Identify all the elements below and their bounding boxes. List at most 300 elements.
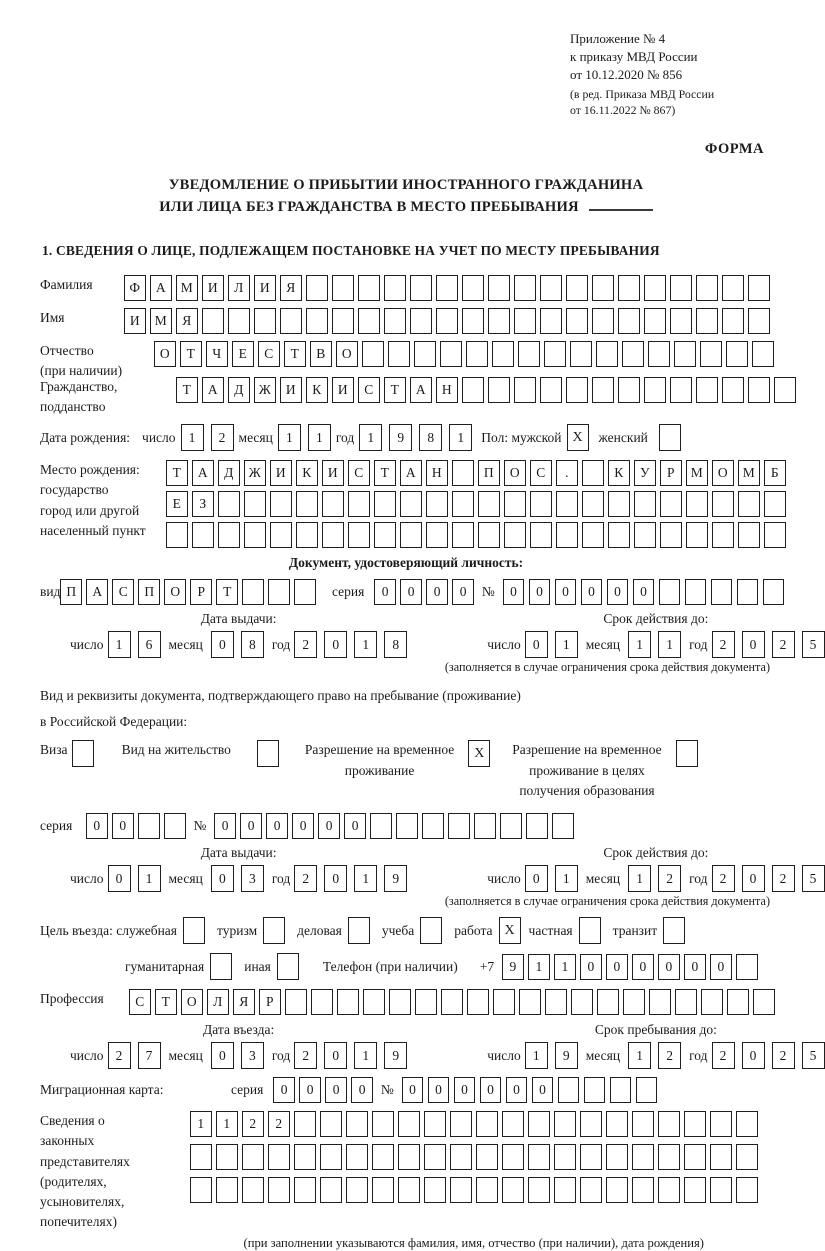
char-cell[interactable]: 8 (419, 424, 442, 451)
char-cell[interactable] (570, 341, 592, 367)
purpose-transit-checkbox[interactable] (663, 917, 685, 944)
char-cell[interactable] (476, 1144, 498, 1170)
char-cell[interactable] (580, 1144, 602, 1170)
char-cell[interactable] (450, 1177, 472, 1203)
char-cell[interactable] (753, 989, 775, 1015)
char-cell[interactable]: 0 (211, 865, 234, 892)
char-cell[interactable] (372, 1177, 394, 1203)
char-cell[interactable] (320, 1111, 342, 1137)
char-cell[interactable]: 0 (318, 813, 340, 839)
char-cell[interactable] (701, 989, 723, 1015)
char-cell[interactable]: 0 (658, 954, 680, 980)
purpose-tourism-checkbox[interactable] (263, 917, 285, 944)
char-cell[interactable] (332, 275, 354, 301)
char-cell[interactable] (488, 377, 510, 403)
char-cell[interactable]: 2 (772, 865, 795, 892)
char-cell[interactable]: Я (176, 308, 198, 334)
char-cell[interactable] (526, 813, 548, 839)
char-cell[interactable]: А (86, 579, 108, 605)
char-cell[interactable] (644, 377, 666, 403)
char-cell[interactable] (504, 522, 526, 548)
purpose-study-checkbox[interactable] (420, 917, 442, 944)
char-cell[interactable] (488, 275, 510, 301)
char-cell[interactable] (500, 813, 522, 839)
char-cell[interactable] (736, 1111, 758, 1137)
char-cell[interactable]: 1 (354, 1042, 377, 1069)
char-cell[interactable] (384, 308, 406, 334)
char-cell[interactable]: 8 (241, 631, 264, 658)
char-cell[interactable] (738, 491, 760, 517)
char-cell[interactable] (684, 1111, 706, 1137)
char-cell[interactable]: 1 (555, 865, 578, 892)
char-cell[interactable]: 2 (108, 1042, 131, 1069)
purpose-work-checkbox[interactable]: X (499, 917, 521, 944)
char-cell[interactable]: 1 (555, 631, 578, 658)
char-cell[interactable]: Ф (124, 275, 146, 301)
char-cell[interactable]: О (336, 341, 358, 367)
char-cell[interactable] (722, 308, 744, 334)
char-cell[interactable]: А (410, 377, 432, 403)
char-cell[interactable] (138, 813, 160, 839)
char-cell[interactable] (592, 308, 614, 334)
char-cell[interactable] (384, 275, 406, 301)
char-cell[interactable]: З (192, 491, 214, 517)
temp-residence-edu-checkbox[interactable] (676, 740, 698, 767)
purpose-commercial-checkbox[interactable] (348, 917, 370, 944)
char-cell[interactable] (684, 1177, 706, 1203)
char-cell[interactable]: Т (180, 341, 202, 367)
char-cell[interactable] (492, 341, 514, 367)
char-cell[interactable] (268, 1144, 290, 1170)
char-cell[interactable]: 0 (324, 1042, 347, 1069)
char-cell[interactable]: А (202, 377, 224, 403)
char-cell[interactable] (544, 341, 566, 367)
purpose-business-checkbox[interactable] (183, 917, 205, 944)
char-cell[interactable]: И (270, 460, 292, 486)
char-cell[interactable] (582, 491, 604, 517)
char-cell[interactable] (660, 522, 682, 548)
char-cell[interactable] (322, 522, 344, 548)
char-cell[interactable]: 2 (712, 865, 735, 892)
char-cell[interactable]: Т (374, 460, 396, 486)
char-cell[interactable] (296, 522, 318, 548)
char-cell[interactable]: 0 (480, 1077, 502, 1103)
char-cell[interactable] (388, 341, 410, 367)
char-cell[interactable]: 0 (529, 579, 551, 605)
char-cell[interactable]: 0 (351, 1077, 373, 1103)
char-cell[interactable]: Т (176, 377, 198, 403)
char-cell[interactable] (608, 522, 630, 548)
char-cell[interactable] (606, 1111, 628, 1137)
char-cell[interactable] (554, 1111, 576, 1137)
char-cell[interactable]: 0 (402, 1077, 424, 1103)
char-cell[interactable]: 0 (452, 579, 474, 605)
char-cell[interactable] (467, 989, 489, 1015)
char-cell[interactable]: 0 (112, 813, 134, 839)
char-cell[interactable] (764, 522, 786, 548)
char-cell[interactable]: 0 (266, 813, 288, 839)
char-cell[interactable]: О (164, 579, 186, 605)
char-cell[interactable] (540, 275, 562, 301)
purpose-other-checkbox[interactable] (277, 953, 299, 980)
char-cell[interactable] (748, 308, 770, 334)
char-cell[interactable] (632, 1144, 654, 1170)
char-cell[interactable] (216, 1144, 238, 1170)
char-cell[interactable]: 7 (138, 1042, 161, 1069)
char-cell[interactable]: 6 (138, 631, 161, 658)
char-cell[interactable] (426, 491, 448, 517)
char-cell[interactable]: С (358, 377, 380, 403)
char-cell[interactable] (592, 275, 614, 301)
char-cell[interactable]: И (254, 275, 276, 301)
char-cell[interactable]: 0 (742, 631, 765, 658)
char-cell[interactable]: Т (284, 341, 306, 367)
char-cell[interactable] (414, 341, 436, 367)
char-cell[interactable]: 0 (684, 954, 706, 980)
char-cell[interactable] (192, 522, 214, 548)
char-cell[interactable]: . (556, 460, 578, 486)
char-cell[interactable] (685, 579, 707, 605)
char-cell[interactable] (592, 377, 614, 403)
char-cell[interactable] (737, 579, 759, 605)
char-cell[interactable]: Я (280, 275, 302, 301)
char-cell[interactable] (398, 1111, 420, 1137)
char-cell[interactable] (644, 275, 666, 301)
char-cell[interactable]: М (686, 460, 708, 486)
char-cell[interactable] (596, 341, 618, 367)
char-cell[interactable] (504, 491, 526, 517)
char-cell[interactable] (332, 308, 354, 334)
char-cell[interactable] (294, 1177, 316, 1203)
char-cell[interactable]: 0 (742, 865, 765, 892)
char-cell[interactable]: Е (232, 341, 254, 367)
char-cell[interactable] (644, 308, 666, 334)
char-cell[interactable]: Р (190, 579, 212, 605)
char-cell[interactable] (580, 1177, 602, 1203)
char-cell[interactable]: И (280, 377, 302, 403)
char-cell[interactable] (556, 522, 578, 548)
char-cell[interactable]: П (138, 579, 160, 605)
char-cell[interactable] (493, 989, 515, 1015)
char-cell[interactable] (622, 341, 644, 367)
char-cell[interactable]: 0 (240, 813, 262, 839)
char-cell[interactable] (558, 1077, 580, 1103)
char-cell[interactable] (674, 341, 696, 367)
sex-male-checkbox[interactable]: X (567, 424, 589, 451)
char-cell[interactable]: 2 (772, 631, 795, 658)
char-cell[interactable] (530, 491, 552, 517)
char-cell[interactable] (623, 989, 645, 1015)
char-cell[interactable]: К (296, 460, 318, 486)
char-cell[interactable] (554, 1144, 576, 1170)
char-cell[interactable]: 0 (426, 579, 448, 605)
visa-checkbox[interactable] (72, 740, 94, 767)
char-cell[interactable]: У (634, 460, 656, 486)
char-cell[interactable] (686, 522, 708, 548)
char-cell[interactable] (606, 1144, 628, 1170)
char-cell[interactable] (244, 491, 266, 517)
char-cell[interactable] (270, 491, 292, 517)
char-cell[interactable] (462, 377, 484, 403)
char-cell[interactable]: 0 (374, 579, 396, 605)
char-cell[interactable] (294, 1144, 316, 1170)
char-cell[interactable] (582, 460, 604, 486)
char-cell[interactable]: 2 (268, 1111, 290, 1137)
char-cell[interactable]: 0 (211, 631, 234, 658)
char-cell[interactable] (285, 989, 307, 1015)
char-cell[interactable] (764, 491, 786, 517)
char-cell[interactable]: 3 (241, 865, 264, 892)
char-cell[interactable]: Д (228, 377, 250, 403)
char-cell[interactable] (358, 308, 380, 334)
char-cell[interactable] (362, 341, 384, 367)
char-cell[interactable]: 9 (384, 1042, 407, 1069)
char-cell[interactable] (242, 1177, 264, 1203)
char-cell[interactable]: 0 (292, 813, 314, 839)
char-cell[interactable] (514, 377, 536, 403)
char-cell[interactable]: 0 (325, 1077, 347, 1103)
char-cell[interactable] (752, 341, 774, 367)
char-cell[interactable] (372, 1111, 394, 1137)
char-cell[interactable]: 1 (308, 424, 331, 451)
char-cell[interactable] (552, 813, 574, 839)
char-cell[interactable] (242, 1144, 264, 1170)
purpose-humanitarian-checkbox[interactable] (210, 953, 232, 980)
char-cell[interactable] (618, 377, 640, 403)
char-cell[interactable] (554, 1177, 576, 1203)
char-cell[interactable]: 1 (138, 865, 161, 892)
char-cell[interactable] (686, 491, 708, 517)
char-cell[interactable] (228, 308, 250, 334)
char-cell[interactable] (452, 460, 474, 486)
char-cell[interactable]: 2 (658, 1042, 681, 1069)
char-cell[interactable]: И (322, 460, 344, 486)
char-cell[interactable] (346, 1144, 368, 1170)
char-cell[interactable] (736, 1144, 758, 1170)
char-cell[interactable] (296, 491, 318, 517)
char-cell[interactable] (398, 1177, 420, 1203)
char-cell[interactable] (566, 377, 588, 403)
char-cell[interactable]: 9 (555, 1042, 578, 1069)
char-cell[interactable]: 0 (532, 1077, 554, 1103)
char-cell[interactable] (311, 989, 333, 1015)
char-cell[interactable]: 0 (506, 1077, 528, 1103)
char-cell[interactable] (608, 491, 630, 517)
char-cell[interactable]: С (258, 341, 280, 367)
char-cell[interactable] (476, 1111, 498, 1137)
char-cell[interactable]: 1 (628, 865, 651, 892)
char-cell[interactable] (478, 522, 500, 548)
char-cell[interactable] (164, 813, 186, 839)
char-cell[interactable]: К (306, 377, 328, 403)
char-cell[interactable]: 0 (525, 865, 548, 892)
char-cell[interactable] (348, 522, 370, 548)
char-cell[interactable] (218, 522, 240, 548)
char-cell[interactable] (571, 989, 593, 1015)
char-cell[interactable]: 0 (211, 1042, 234, 1069)
char-cell[interactable]: 0 (710, 954, 732, 980)
char-cell[interactable]: 1 (181, 424, 204, 451)
char-cell[interactable]: М (738, 460, 760, 486)
char-cell[interactable]: 5 (802, 631, 825, 658)
char-cell[interactable] (363, 989, 385, 1015)
char-cell[interactable]: М (176, 275, 198, 301)
char-cell[interactable] (580, 1111, 602, 1137)
char-cell[interactable] (306, 308, 328, 334)
char-cell[interactable] (658, 1144, 680, 1170)
char-cell[interactable] (606, 1177, 628, 1203)
char-cell[interactable] (450, 1144, 472, 1170)
char-cell[interactable]: О (181, 989, 203, 1015)
char-cell[interactable]: Б (764, 460, 786, 486)
char-cell[interactable] (748, 275, 770, 301)
char-cell[interactable]: 2 (294, 631, 317, 658)
char-cell[interactable] (514, 308, 536, 334)
char-cell[interactable]: 1 (658, 631, 681, 658)
char-cell[interactable]: 9 (384, 865, 407, 892)
char-cell[interactable]: Р (660, 460, 682, 486)
char-cell[interactable]: 0 (525, 631, 548, 658)
char-cell[interactable]: 1 (628, 1042, 651, 1069)
char-cell[interactable]: 1 (528, 954, 550, 980)
char-cell[interactable]: 2 (658, 865, 681, 892)
char-cell[interactable]: 5 (802, 1042, 825, 1069)
char-cell[interactable] (270, 522, 292, 548)
char-cell[interactable]: В (310, 341, 332, 367)
char-cell[interactable] (545, 989, 567, 1015)
char-cell[interactable] (670, 275, 692, 301)
char-cell[interactable] (584, 1077, 606, 1103)
char-cell[interactable] (450, 1111, 472, 1137)
char-cell[interactable] (462, 308, 484, 334)
char-cell[interactable] (202, 308, 224, 334)
char-cell[interactable] (348, 491, 370, 517)
char-cell[interactable]: Я (233, 989, 255, 1015)
char-cell[interactable] (424, 1177, 446, 1203)
char-cell[interactable]: 1 (354, 631, 377, 658)
char-cell[interactable] (540, 377, 562, 403)
char-cell[interactable] (722, 275, 744, 301)
char-cell[interactable]: Н (436, 377, 458, 403)
char-cell[interactable] (736, 1177, 758, 1203)
char-cell[interactable] (649, 989, 671, 1015)
char-cell[interactable]: И (332, 377, 354, 403)
char-cell[interactable]: О (712, 460, 734, 486)
char-cell[interactable]: 1 (359, 424, 382, 451)
char-cell[interactable]: 0 (606, 954, 628, 980)
char-cell[interactable]: 0 (581, 579, 603, 605)
char-cell[interactable]: 3 (241, 1042, 264, 1069)
char-cell[interactable] (474, 813, 496, 839)
char-cell[interactable] (660, 491, 682, 517)
char-cell[interactable] (675, 989, 697, 1015)
char-cell[interactable] (711, 579, 733, 605)
char-cell[interactable]: 2 (712, 1042, 735, 1069)
char-cell[interactable]: И (124, 308, 146, 334)
char-cell[interactable] (398, 1144, 420, 1170)
char-cell[interactable] (440, 341, 462, 367)
char-cell[interactable] (426, 522, 448, 548)
char-cell[interactable]: К (608, 460, 630, 486)
char-cell[interactable] (502, 1144, 524, 1170)
char-cell[interactable] (582, 522, 604, 548)
char-cell[interactable] (400, 522, 422, 548)
char-cell[interactable]: Т (155, 989, 177, 1015)
char-cell[interactable]: С (112, 579, 134, 605)
char-cell[interactable] (190, 1177, 212, 1203)
char-cell[interactable] (727, 989, 749, 1015)
char-cell[interactable]: 0 (607, 579, 629, 605)
char-cell[interactable] (346, 1177, 368, 1203)
char-cell[interactable] (400, 491, 422, 517)
char-cell[interactable] (422, 813, 444, 839)
char-cell[interactable]: 1 (190, 1111, 212, 1137)
char-cell[interactable]: П (60, 579, 82, 605)
char-cell[interactable] (610, 1077, 632, 1103)
char-cell[interactable] (670, 377, 692, 403)
char-cell[interactable] (763, 579, 785, 605)
char-cell[interactable] (530, 522, 552, 548)
char-cell[interactable] (556, 491, 578, 517)
char-cell[interactable] (712, 522, 734, 548)
char-cell[interactable] (712, 491, 734, 517)
char-cell[interactable] (710, 1177, 732, 1203)
char-cell[interactable]: 8 (384, 631, 407, 658)
char-cell[interactable]: 1 (216, 1111, 238, 1137)
char-cell[interactable] (528, 1177, 550, 1203)
char-cell[interactable] (684, 1144, 706, 1170)
char-cell[interactable]: 0 (580, 954, 602, 980)
char-cell[interactable] (268, 579, 290, 605)
char-cell[interactable] (632, 1111, 654, 1137)
char-cell[interactable]: 0 (344, 813, 366, 839)
char-cell[interactable] (710, 1111, 732, 1137)
char-cell[interactable]: Т (166, 460, 188, 486)
char-cell[interactable] (636, 1077, 658, 1103)
char-cell[interactable] (322, 491, 344, 517)
char-cell[interactable]: 1 (449, 424, 472, 451)
char-cell[interactable]: А (192, 460, 214, 486)
char-cell[interactable] (372, 1144, 394, 1170)
char-cell[interactable] (597, 989, 619, 1015)
char-cell[interactable] (370, 813, 392, 839)
char-cell[interactable] (722, 377, 744, 403)
char-cell[interactable]: 0 (299, 1077, 321, 1103)
char-cell[interactable]: 0 (86, 813, 108, 839)
char-cell[interactable] (488, 308, 510, 334)
char-cell[interactable]: 0 (324, 631, 347, 658)
char-cell[interactable]: 2 (242, 1111, 264, 1137)
char-cell[interactable] (658, 1111, 680, 1137)
char-cell[interactable] (389, 989, 411, 1015)
char-cell[interactable]: О (154, 341, 176, 367)
purpose-private-checkbox[interactable] (579, 917, 601, 944)
char-cell[interactable] (216, 1177, 238, 1203)
char-cell[interactable] (670, 308, 692, 334)
char-cell[interactable] (424, 1144, 446, 1170)
char-cell[interactable]: Т (216, 579, 238, 605)
char-cell[interactable] (358, 275, 380, 301)
char-cell[interactable] (410, 275, 432, 301)
temp-residence-checkbox[interactable]: X (468, 740, 490, 767)
char-cell[interactable] (452, 522, 474, 548)
char-cell[interactable] (396, 813, 418, 839)
char-cell[interactable]: 0 (108, 865, 131, 892)
char-cell[interactable] (528, 1144, 550, 1170)
sex-female-checkbox[interactable] (659, 424, 681, 451)
char-cell[interactable] (726, 341, 748, 367)
char-cell[interactable]: С (129, 989, 151, 1015)
